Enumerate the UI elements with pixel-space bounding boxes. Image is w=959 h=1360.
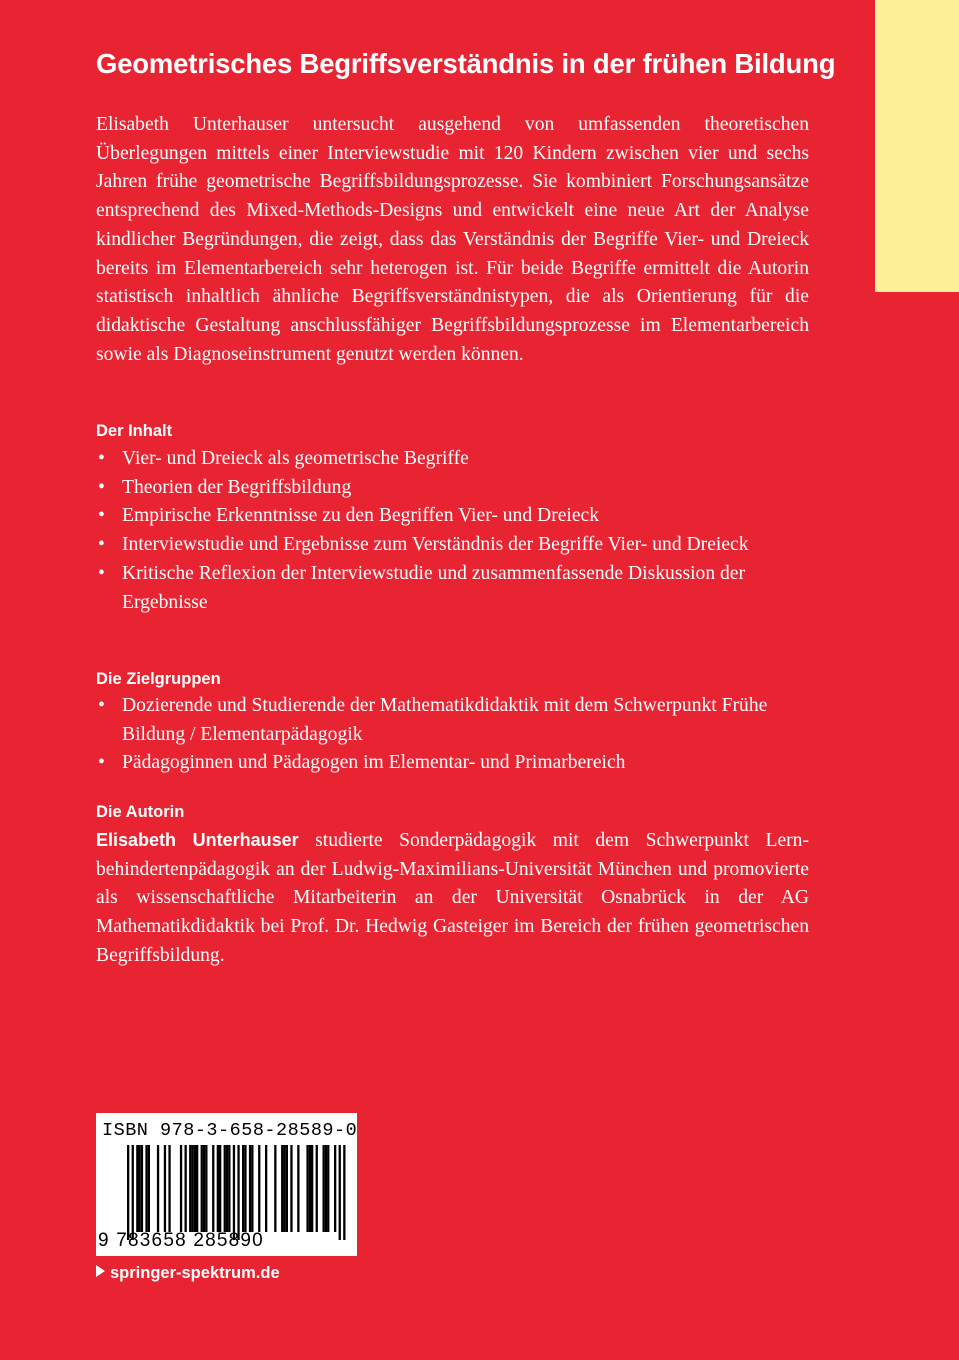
barcode-bar xyxy=(339,1145,341,1240)
barcode-bar xyxy=(242,1145,244,1232)
audience-list xyxy=(96,692,809,778)
barcode-bar xyxy=(168,1145,170,1232)
barcode-bar xyxy=(290,1145,292,1232)
bullet-icon: • xyxy=(98,695,105,716)
barcode-bar xyxy=(265,1145,267,1232)
barcode-bar xyxy=(306,1145,308,1232)
barcode-bar xyxy=(157,1145,159,1232)
isbn-label: ISBN 978-3-658-28589-0 xyxy=(102,1120,358,1141)
barcode-bar xyxy=(185,1145,187,1232)
list-item: • Interviewstudie und Ergebnisse zum Verständnis der Begriffe Vier- und Dreieck xyxy=(96,531,809,560)
barcode-bar xyxy=(325,1145,327,1232)
barcode-bar xyxy=(316,1145,318,1232)
audience-heading: Die Zielgruppen xyxy=(96,670,221,688)
barcode-bar xyxy=(139,1145,141,1232)
barcode-bar xyxy=(258,1145,260,1232)
barcode-bar xyxy=(164,1145,166,1232)
barcode-bar xyxy=(132,1145,134,1240)
bullet-icon: • xyxy=(98,505,105,527)
barcode-bar xyxy=(127,1145,129,1240)
barcode-bar xyxy=(203,1145,205,1232)
barcode-bar xyxy=(224,1145,226,1232)
blurb-paragraph: Elisabeth Unterhauser untersucht ausgehend von umfassenden theoretischen Überlegungen mittels einer Interviewstudie mit 120 Kindern zwischen vier und sechs Jahren frühe geometrische Begriffsbildungsprozesse. Sie kombiniert Forschungsansätze entsprechend des Mixed-Methods-Designs und entwickelt eine neue Art der Analyse kindlicher Begründungen, die zeigt, dass das Verständnis der Begriffe Vier- und Dreieck bereits im Elementarbereich sehr heterogen ist. Für beide Begriffe ermittelt die Autorin statistisch inhaltlich ähnliche Begriffsverständnistypen, die als Orientierung für die didaktische Gestaltung anschlussfähiger Begriffsbildungsprozesse im Elementarbereich sowie als Diagnoseinstrument genutzt werden können. xyxy=(96,114,809,365)
barcode-bar xyxy=(219,1145,221,1232)
barcode-bar xyxy=(228,1145,230,1232)
barcode-bar xyxy=(309,1145,311,1232)
list-item: • Vier- und Dreieck als geometrische Begriffe xyxy=(96,445,809,474)
author-name: Elisabeth Unterhauser xyxy=(96,830,299,850)
barcode-bar xyxy=(251,1145,253,1232)
bullet-icon: • xyxy=(98,752,105,774)
barcode-bar xyxy=(334,1145,336,1232)
author-heading: Die Autorin xyxy=(96,803,185,821)
barcode-bar xyxy=(244,1145,246,1232)
barcode-bar xyxy=(327,1145,329,1232)
list-item: • Empirische Erkenntnisse zu den Begriffen Vier- und Dreieck xyxy=(96,502,809,531)
barcode-bar xyxy=(233,1145,235,1240)
yellow-accent-band xyxy=(875,0,959,292)
barcode-bar xyxy=(249,1145,251,1232)
list-item: • Pädagoginnen und Pädagogen im Elementar- und Primarbereich xyxy=(96,749,809,778)
contents-heading: Der Inhalt xyxy=(96,422,173,440)
barcode-bar xyxy=(323,1145,325,1232)
book-title: Geometrisches Begriffsverständnis in der frühen Bildung xyxy=(96,48,836,79)
barcode-bar xyxy=(226,1145,228,1232)
barcode-bar xyxy=(286,1145,288,1232)
isbn-barcode xyxy=(96,1113,357,1256)
barcode-bar xyxy=(212,1145,214,1232)
barcode-bar xyxy=(194,1145,196,1232)
contents-list xyxy=(96,445,809,617)
barcode-bar xyxy=(283,1145,285,1232)
barcode-bar xyxy=(145,1145,147,1232)
barcode-bar xyxy=(217,1145,219,1232)
list-item: • Dozierende und Studierende der Mathematikdidaktik mit dem Schwerpunkt Frühe Bildung / Elementarpädagogik xyxy=(96,692,809,749)
barcode-bar xyxy=(274,1145,276,1232)
author-bio xyxy=(96,826,809,971)
list-item: • Theorien der Begriffsbildung xyxy=(96,474,809,503)
bullet-icon: • xyxy=(98,534,105,556)
barcode-bar xyxy=(237,1145,239,1240)
barcode-bar xyxy=(205,1145,207,1232)
barcode-bar xyxy=(343,1145,345,1240)
barcode-bar xyxy=(148,1145,150,1232)
barcode-bar xyxy=(201,1145,203,1232)
list-item: • Kritische Reflexion der Interviewstudie und zusammenfassende Diskussion der Ergebnisse xyxy=(96,560,809,617)
barcode-bar xyxy=(189,1145,191,1232)
barcode-bar xyxy=(141,1145,143,1232)
barcode-digits: 9 783658 285890 xyxy=(98,1230,264,1251)
arrow-right-icon xyxy=(96,1265,105,1277)
barcode-bar xyxy=(136,1145,138,1232)
bullet-icon: • xyxy=(98,448,105,469)
barcode-bar xyxy=(311,1145,313,1232)
publisher-url[interactable]: springer-spektrum.de xyxy=(96,1262,280,1284)
barcode-bar xyxy=(297,1145,299,1232)
bullet-icon: • xyxy=(98,562,105,584)
barcode-bar xyxy=(191,1145,193,1232)
author-bio-text: studierte Sonderpädagogik mit dem Schwerpunkt Lernbehindertenpädagogik an der Ludwig-Maximilians-Universität München und promovierte als wissenschaftliche Mitarbeiterin an der Universität Osnabrück in der AG Mathematikdidaktik bei Prof. Dr. Hedwig Gasteiger im Bereich der frühen geometrischen Begriffsbildung. xyxy=(96,830,809,966)
barcode-bar xyxy=(196,1145,198,1232)
barcode-bar xyxy=(180,1145,182,1232)
bullet-icon: • xyxy=(98,476,105,498)
barcode-bar xyxy=(281,1145,283,1232)
